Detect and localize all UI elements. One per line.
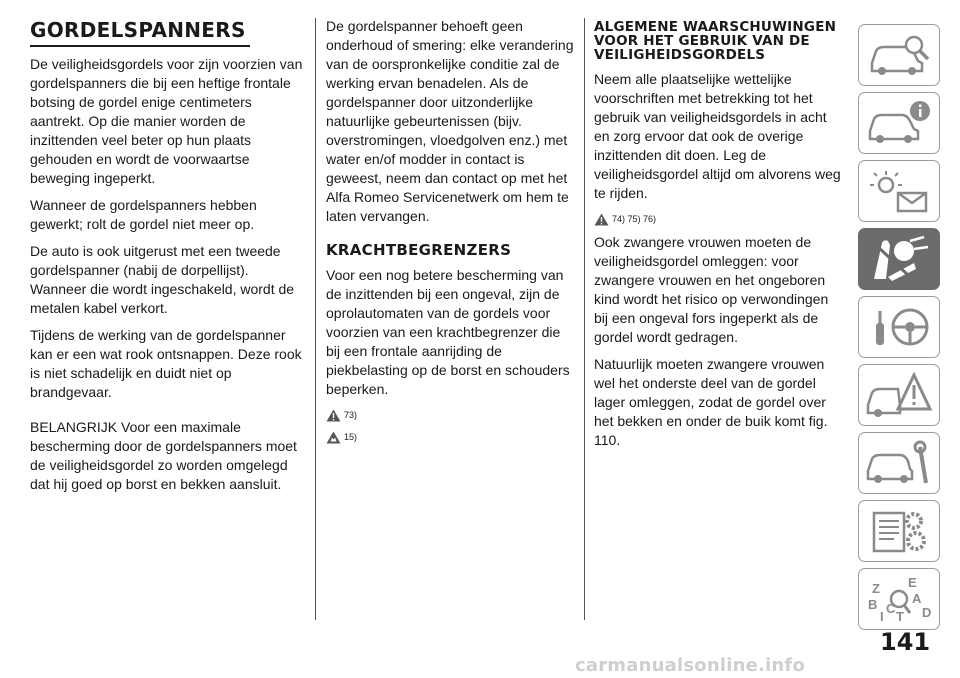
column-divider xyxy=(315,18,316,620)
car-warning-icon xyxy=(864,369,934,421)
chapter-tab-info[interactable] xyxy=(858,92,940,154)
section-heading-algemene-waarschuwingen: ALGEMENE WAARSCHUWINGEN VOOR HET GEBRUIK VAN DE VEILIGHEIDSGORDELS xyxy=(594,19,837,63)
column-2 xyxy=(326,18,576,451)
reference-numbers: 74) 75) 76) xyxy=(612,214,657,224)
index-letter: D xyxy=(922,605,932,620)
note-reference[interactable] xyxy=(326,429,576,445)
important-note: BELANGRIJK Voor een maximale bescherming door de gordelspanners moet de veiligheidsgordel zo worden omgelegd dat hij goed op borst en bekken aansluit. xyxy=(30,419,297,492)
chapter-tab-dashboard[interactable] xyxy=(858,160,940,222)
reference-number: 15) xyxy=(344,432,358,442)
chapter-tab-starting-driving[interactable] xyxy=(858,296,940,358)
warning-reference[interactable] xyxy=(594,211,844,227)
paragraph: Tijdens de werking van de gordelspanner kan er een wat rook ontsnappen. Deze rook is niet schadelijk en duidt niet op brandgevaar. xyxy=(30,327,302,400)
column-1 xyxy=(30,18,305,502)
chapter-tab-technical-data[interactable] xyxy=(858,500,940,562)
paragraph: Voor een nog betere bescherming van de inzittenden bij een ongeval, zijn de oprolautomaten van de gordels voor voorzien van een krachtbegrenzer die bij een frontale aanrijding de piekbelasting op de borst en schouders beperken. xyxy=(326,267,570,397)
chapter-sidebar xyxy=(858,24,940,636)
warning-triangle-icon xyxy=(594,213,609,226)
note-hand-icon xyxy=(326,431,341,444)
paragraph: De veiligheidsgordels voor zijn voorzien van gordelspanners die bij een heftige frontale botsing de gordel enige centimeters aantrekt. Op die manier worden de inzittenden veel beter op hun plaats gehouden en wordt de voorwaartse beweging ingeperkt. xyxy=(30,56,303,186)
car-wrench-icon xyxy=(864,437,934,489)
index-letter: B xyxy=(868,597,878,612)
warning-reference[interactable] xyxy=(326,407,576,423)
index-letter: C xyxy=(886,601,896,616)
dashboard-lights-icon xyxy=(864,165,934,217)
reference-number: 73) xyxy=(344,410,358,420)
paragraph: De gordelspanner behoeft geen onderhoud of smering: elke verandering van de oorspronkelijke conditie zal de werking ervan benadelen. Als de gordelspanner door uitzonderlijke natuurlijke gebeurtenissen (bijv. overstromingen, vloedgolven enz.) met water en/of modder in contact is geweest, neem dan contact op met het Alfa Romeo Servicenetwerk om hem te laten vervangen. xyxy=(326,18,574,224)
specifications-gear-icon xyxy=(864,505,934,557)
chapter-tab-maintenance[interactable] xyxy=(858,432,940,494)
page-number: 141 xyxy=(880,628,931,656)
paragraph: De auto is ook uitgerust met een tweede gordelspanner (nabij de dorpellijst). Wanneer die wordt ingeschakeld, wordt de metalen kabel verkort. xyxy=(30,243,295,316)
car-search-icon xyxy=(864,29,934,81)
paragraph: Neem alle plaatselijke wettelijke voorschriften met betrekking tot het gebruik van veiligheidsgordels in acht en zorg ervoor dat ook de overige inzittenden dit doen. Leg de veiligheidsgordel altijd om alvorens weg te rijden. xyxy=(594,71,841,201)
chapter-tab-knowing-the-car[interactable] xyxy=(858,24,940,86)
index-letter: I xyxy=(880,609,884,624)
index-letter: Z xyxy=(872,581,880,596)
index-letter: E xyxy=(908,575,917,590)
section-title-gordelspanners: GORDELSPANNERS xyxy=(30,18,250,47)
index-letter: T xyxy=(896,609,904,624)
car-info-icon xyxy=(864,97,934,149)
section-heading-krachtbegrenzers: KRACHTBEGRENZERS xyxy=(326,241,512,259)
column-divider xyxy=(584,18,585,620)
chapter-tab-index[interactable] xyxy=(858,568,940,630)
paragraph: Natuurlijk moeten zwangere vrouwen wel het onderste deel van de gordel lager omleggen, zodat de gordel over het bekken en onder de buik komt fig. 110. xyxy=(594,356,828,448)
index-letter: A xyxy=(912,591,922,606)
chapter-tab-emergency[interactable] xyxy=(858,364,940,426)
footer-watermark: carmanualsonline.info xyxy=(575,655,806,676)
seatbelt-airbag-icon xyxy=(864,233,934,285)
key-steering-wheel-icon xyxy=(864,301,934,353)
chapter-tab-safety[interactable] xyxy=(858,228,940,290)
warning-triangle-icon xyxy=(326,409,341,422)
index-alphabet-icon xyxy=(864,573,934,625)
column-3 xyxy=(594,18,844,458)
paragraph: Ook zwangere vrouwen moeten de veiligheidsgordel omleggen: voor zwangere vrouwen en het ongeboren kind wordt het risico op verwondingen bij een ongeval fors ingeperkt als de gordel wordt gedragen. xyxy=(594,234,829,345)
paragraph: Wanneer de gordelspanners hebben gewerkt; rolt de gordel niet meer op. xyxy=(30,197,257,232)
